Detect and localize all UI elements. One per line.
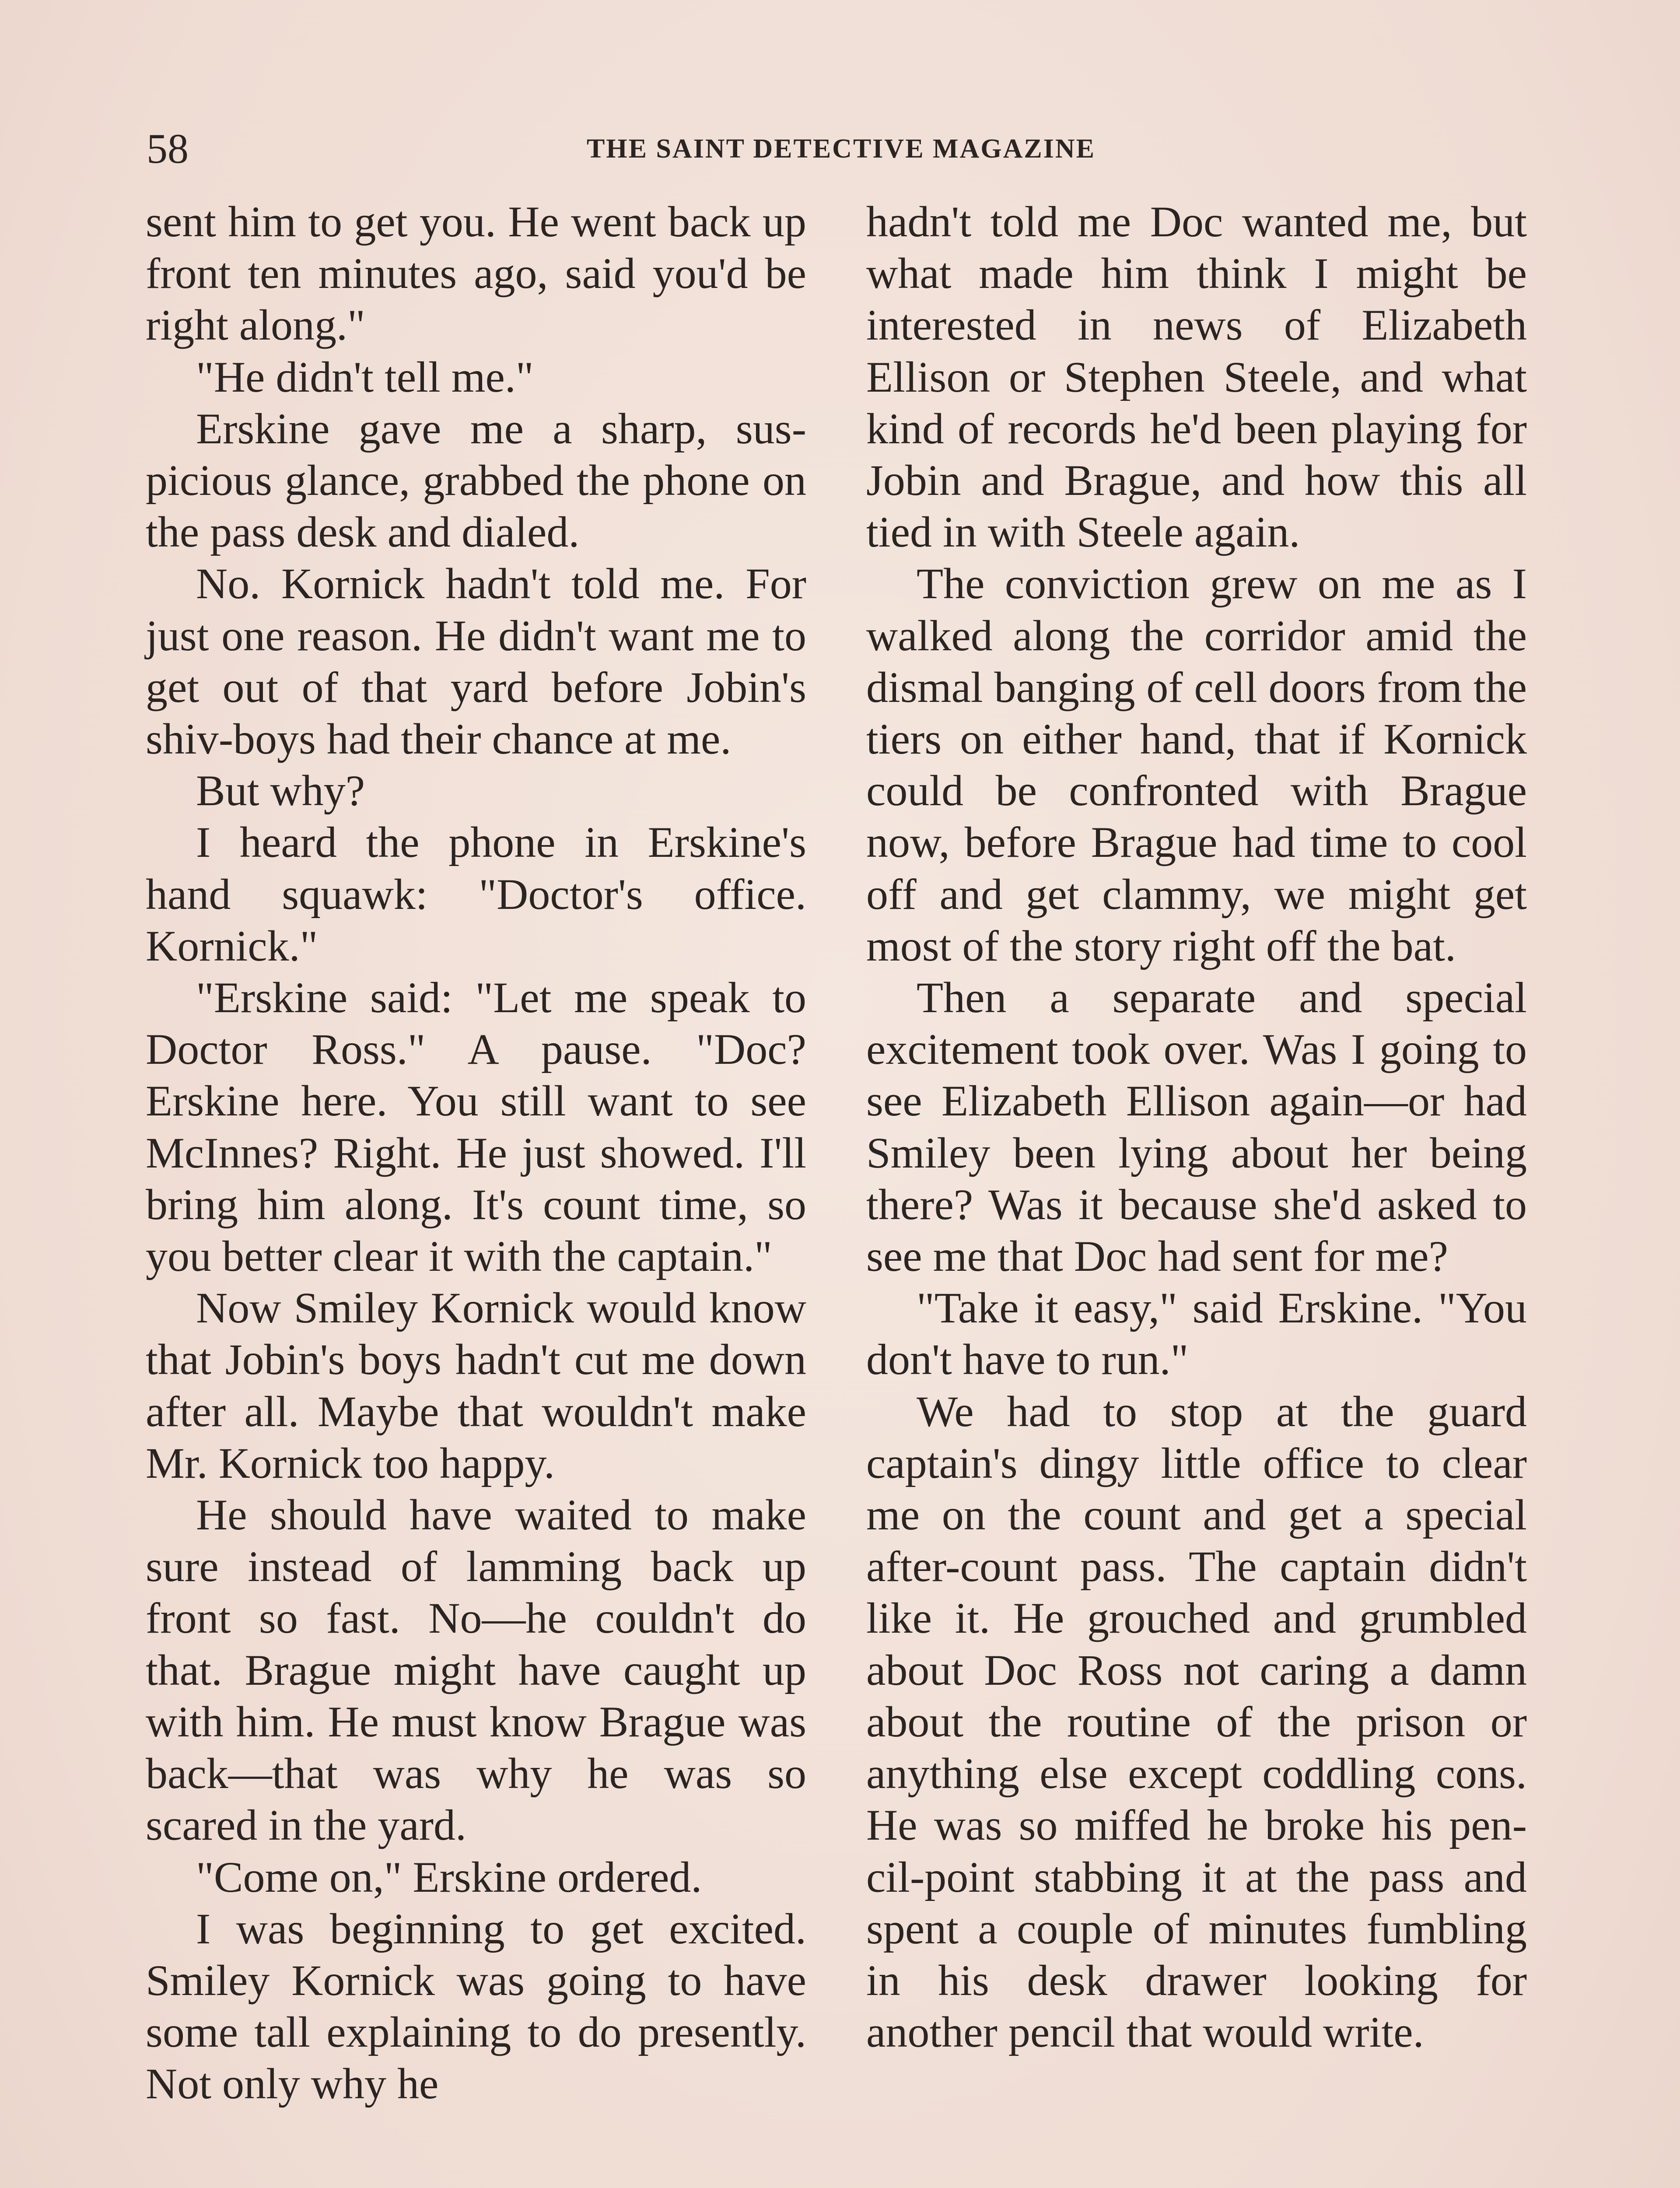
paragraph: Then a separate and special excitement took over. Was I going to see Elizabeth Ellison again—or had Smiley been lying about her being there? Was it because she'd asked to see me that Doc had sent for me? bbox=[866, 973, 1527, 1281]
paragraph: I heard the phone in Erskine's hand squawk: "Doctor's office. Kornick." bbox=[146, 818, 806, 970]
paragraph: The conviction grew on me as I walked along the corridor amid the dismal banging of cell doors from the tiers on either hand, that if Kornick could be confronted with Brague now, before Brague had time to cool off and get clammy, we might get most of the story right off the bat. bbox=[866, 559, 1527, 970]
paragraph: sent him to get you. He went back up front ten minutes ago, said you'd be right along." bbox=[146, 197, 806, 350]
paragraph: "Take it easy," said Erskine. "You don't have to run." bbox=[866, 1283, 1527, 1384]
paragraph: We had to stop at the guard captain's dingy little office to clear me on the count and get a special after-count pass. The captain didn't like it. He grouched and grumbled about Doc Ross not caring a damn about the routine of the prison or anything else except coddling cons. He was so miffed he broke his pencil-point stabbing it at the pass and spent a couple of minutes fumbling in his desk drawer looking for another pencil that would write. bbox=[866, 1387, 1527, 2057]
running-title: THE SAINT DETECTIVE MAGAZINE bbox=[587, 134, 1096, 164]
paragraph: I was beginning to get excited. Smiley Kornick was going to have some tall explaining to do presently. Not only why he bbox=[146, 1904, 806, 2108]
text-column-left bbox=[146, 196, 806, 2110]
paragraph: Now Smiley Kornick would know that Jobin's boys hadn't cut me down after all. Maybe that wouldn't make Mr. Kornick too happy. bbox=[146, 1283, 806, 1487]
paragraph: But why? bbox=[196, 766, 365, 815]
page-number: 58 bbox=[147, 125, 189, 172]
page-header bbox=[147, 123, 1536, 175]
paragraph: "Come on," Erskine ordered. bbox=[196, 1852, 702, 1901]
paragraph: "Erskine said: "Let me speak to Doctor Ross." A pause. "Doc? Erskine here. You still want to see McInnes? Right. He just showed. I'll bring him along. It's count time, so you better clear it with the captain." bbox=[146, 973, 806, 1281]
text-column-right bbox=[866, 196, 1527, 2058]
paragraph: Erskine gave me a sharp, suspicious glance, grabbed the phone on the pass desk and dialed. bbox=[146, 404, 806, 557]
paragraph: He should have waited to make sure instead of lamming back up front so fast. No—he couldn't do that. Brague might have caught up with him. He must know Brague was back—that was why he was so scared in the yard. bbox=[146, 1490, 806, 1850]
paragraph: hadn't told me Doc wanted me, but what made him think I might be interested in news of Elizabeth Ellison or Stephen Steele, and what kind of records he'd been playing for Jobin and Brague, and how this all tied in with Steele again. bbox=[866, 197, 1527, 557]
paragraph: "He didn't tell me." bbox=[196, 352, 534, 401]
paragraph: No. Kornick hadn't told me. For just one reason. He didn't want me to get out of that yard before Jobin's shiv-boys had their chance at me. bbox=[146, 559, 806, 764]
